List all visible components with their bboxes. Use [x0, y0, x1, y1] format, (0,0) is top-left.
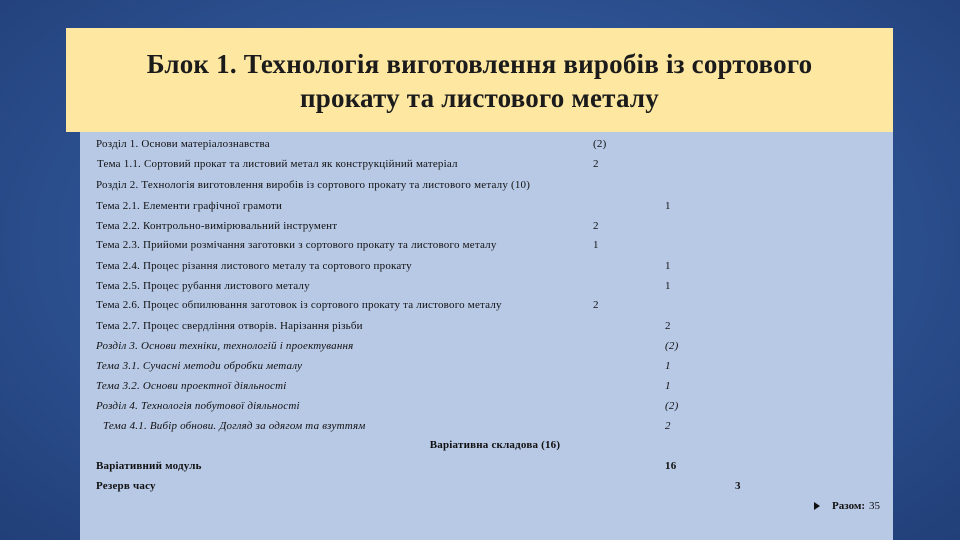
row-label: Тема 3.2. Основи проектної діяльності — [96, 380, 287, 392]
row-label: Тема 2.3. Прийоми розмічання заготовки з сортового прокату та листового металу — [96, 239, 497, 251]
section-row-3 — [0, 338, 960, 356]
row-label: Розділ 1. Основи матеріалознавства — [96, 138, 270, 150]
topic-row-1-1 — [0, 156, 960, 174]
row-label: Тема 2.4. Процес різання листового металу та сортового прокату — [96, 260, 412, 272]
row-label: Тема 3.1. Сучасні методи обробки металу — [96, 360, 303, 372]
row-label: Розділ 2. Технологія виготовлення виробів із сортового прокату та листового металу (10) — [96, 179, 531, 191]
row-hours: 1 — [665, 280, 671, 292]
title-line-2: прокату та листового металу — [300, 83, 659, 113]
topic-row-2-5 — [0, 278, 960, 296]
total-label: Разом: — [832, 500, 866, 512]
section-row-1 — [0, 136, 960, 154]
row-label: Розділ 3. Основи техніки, технологій і проектування — [96, 340, 354, 352]
row-hours: 2 — [665, 320, 671, 332]
row-hours: 1 — [665, 360, 671, 372]
row-hours: 1 — [593, 239, 599, 251]
row-hours: 1 — [665, 260, 671, 272]
row-label: Тема 2.1. Елементи графічної грамоти — [96, 200, 283, 212]
topic-row-2-3 — [0, 237, 960, 255]
row-label: Тема 2.6. Процес обпилювання заготовок із сортового прокату та листового металу — [96, 299, 502, 311]
variative-module-row — [0, 458, 960, 476]
row-label: Резерв часу — [96, 480, 156, 492]
reserve-row — [0, 478, 960, 496]
row-label: Тема 2.5. Процес рубання листового металу — [96, 280, 310, 292]
row-hours: (2) — [665, 400, 679, 412]
row-label: Тема 4.1. Вибір обнови. Догляд за одягом та взуттям — [103, 420, 366, 432]
topic-row-3-2 — [0, 378, 960, 396]
row-label: Тема 2.7. Процес свердління отворів. Нарізання різьби — [96, 320, 363, 332]
row-label: Варіативна складова (16) — [429, 439, 561, 451]
row-hours: 2 — [593, 299, 599, 311]
bullet-arrow-icon — [814, 502, 820, 510]
row-label: Тема 2.2. Контрольно-вимірювальний інструмент — [96, 220, 338, 232]
topic-row-2-1 — [0, 198, 960, 216]
page-title — [147, 47, 813, 115]
total-value: 35 — [869, 500, 881, 512]
variative-heading — [0, 437, 960, 455]
row-hours: 3 — [735, 480, 741, 492]
topic-row-4-1 — [0, 418, 960, 436]
section-row-4 — [0, 398, 960, 416]
total-row — [814, 498, 880, 514]
topic-row-2-4 — [0, 258, 960, 276]
row-label: Варіативний модуль — [96, 460, 202, 472]
row-hours: 1 — [665, 380, 671, 392]
row-hours: (2) — [665, 340, 679, 352]
topic-row-2-7 — [0, 318, 960, 336]
section-row-2 — [0, 177, 960, 195]
row-label: Розділ 4. Технологія побутової діяльності — [96, 400, 300, 412]
row-hours: 2 — [665, 420, 671, 432]
title-line-1: Блок 1. Технологія виготовлення виробів із сортового — [146, 49, 813, 79]
row-hours: (2) — [593, 138, 607, 150]
topic-row-3-1 — [0, 358, 960, 376]
topic-row-2-2 — [0, 218, 960, 236]
row-hours: 1 — [665, 200, 671, 212]
row-hours: 2 — [593, 220, 599, 232]
row-hours: 16 — [665, 460, 677, 472]
row-label: Тема 1.1. Сортовий прокат та листовий метал як конструкційний матеріал — [97, 158, 458, 170]
topic-row-2-6 — [0, 297, 960, 315]
row-hours: 2 — [593, 158, 599, 170]
title-banner — [66, 28, 893, 132]
